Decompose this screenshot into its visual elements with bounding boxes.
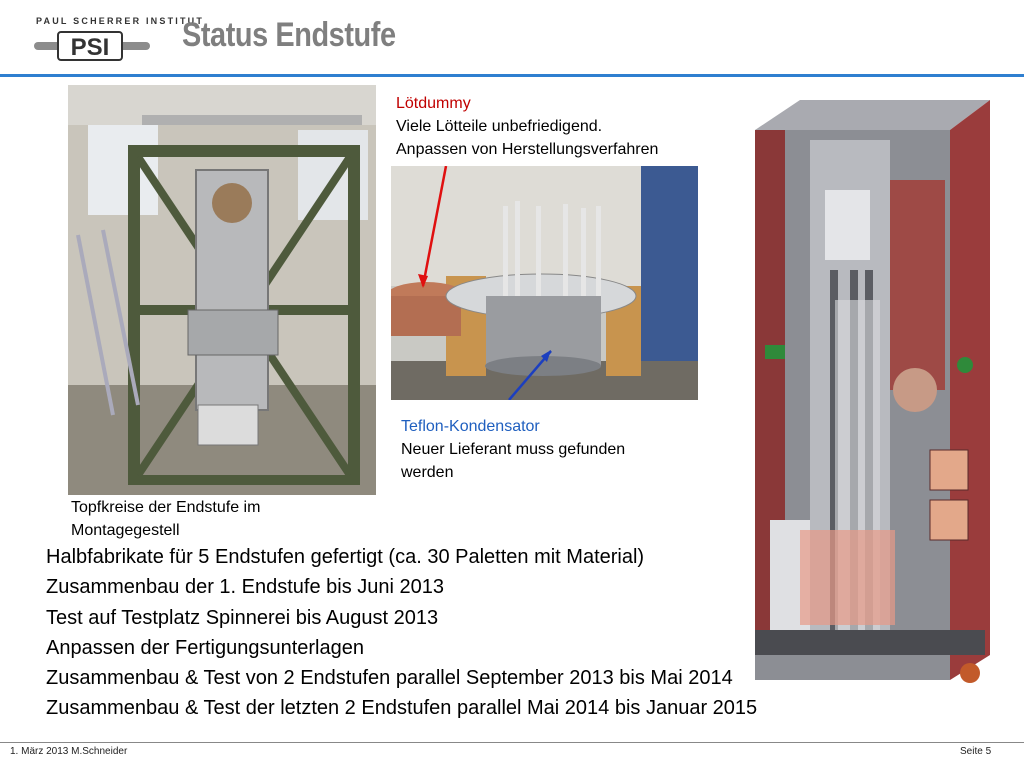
caption-teflon (401, 415, 625, 484)
photo-montagegestell (68, 85, 376, 495)
caption-loetdummy-heading: Lötdummy (396, 95, 471, 112)
bullet-item: Zusammenbau & Test der letzten 2 Endstufen parallel Mai 2014 bis Januar 2015 (46, 697, 758, 720)
bullet-item: Anpassen der Fertigungsunterlagen (46, 636, 364, 659)
footer-page-number: Seite 5 (960, 746, 992, 757)
caption-loetdummy-line-1: Viele Lötteile unbefriedigend. (396, 118, 603, 135)
caption-teflon-line-1: Neuer Lieferant muss gefunden (401, 441, 626, 458)
footer-divider (0, 742, 1024, 743)
photo-loetdummy (391, 166, 698, 400)
psi-logo (34, 30, 150, 62)
caption-montagegestell (71, 496, 260, 542)
caption-loetdummy (396, 92, 658, 161)
caption-teflon-line-2: werden (401, 464, 454, 481)
bullet-item: Zusammenbau & Test von 2 Endstufen parallel September 2013 bis Mai 2014 (46, 667, 733, 690)
status-bullet-list (46, 542, 757, 724)
bullet-item: Zusammenbau der 1. Endstufe bis Juni 2013 (46, 576, 445, 599)
page-title: Status Endstufe (182, 16, 396, 54)
caption-montagegestell-line-2: Montagegestell (71, 522, 180, 539)
cad-cutaway-endstufe (740, 100, 995, 690)
logo-text: PAUL SCHERRER INSTITUT (36, 16, 205, 26)
bullet-item: Halbfabrikate für 5 Endstufen gefertigt (ca. 30 Paletten mit Material) (46, 546, 645, 568)
caption-loetdummy-line-2: Anpassen von Herstellungsverfahren (396, 141, 659, 158)
bullet-item: Test auf Testplatz Spinnerei bis August 2013 (46, 606, 439, 629)
caption-teflon-heading: Teflon-Kondensator (401, 418, 540, 435)
header-divider (0, 74, 1024, 77)
psi-logo-mark (34, 30, 150, 62)
footer-date-author: 1. März 2013 M.Schneider (10, 746, 128, 757)
caption-montagegestell-line-1: Topfkreise der Endstufe im (71, 499, 261, 516)
logo-mark-text: PSI (70, 34, 110, 61)
